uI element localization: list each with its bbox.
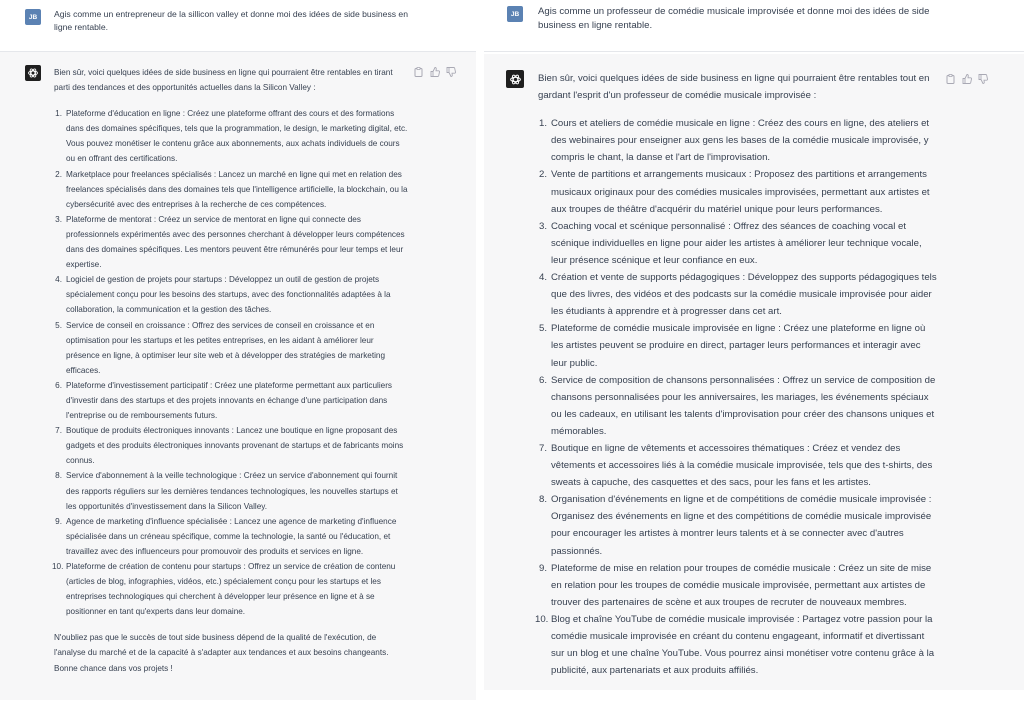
right-assistant-message xyxy=(484,54,1024,690)
list-item xyxy=(535,611,938,679)
left-user-message xyxy=(0,0,476,52)
clipboard-icon[interactable] xyxy=(945,73,956,84)
list-text: Plateforme de création de contenu pour startups : Offrez un service de création de contenu (articles de blog, infographies, vidéos, etc.) spécialement conçu pour les startups et les entreprises technologiques qui cherchent à développer leur présence en ligne et à se positionner en tant qu'experts dans leur domaine. xyxy=(66,562,396,617)
list-text: Plateforme d'investissement participatif : Créez une plateforme permettant aux particuliers d'investir dans des startups et des projets innovants en échange d'une participation dans l'entreprise ou de remboursements futurs. xyxy=(66,380,393,421)
right-answer-intro: Bien sûr, voici quelques idées de side business en ligne qui pourraient être rentables tout en gardant l'esprit d'un professeur de comédie musicale improvisée : xyxy=(538,73,930,102)
right-user-prompt: Agis comme un professeur de comédie musicale improvisée et donne moi des idées de side business en ligne rentable. xyxy=(538,6,930,32)
openai-logo-icon xyxy=(25,65,41,81)
thumbs-up-icon[interactable] xyxy=(961,73,972,84)
right-answer xyxy=(535,70,938,679)
list-number: 9. xyxy=(55,516,62,526)
right-user-message xyxy=(484,0,1024,52)
list-item xyxy=(538,269,938,320)
list-number: 4. xyxy=(538,272,547,284)
list-text: Coaching vocal et scénique personnalisé : Offrez des séances de coaching vocal et scénique individuelles en ligne pour aider les artistes à améliorer leur technique vocale, leur présence scénique et leur confiance en eux. xyxy=(551,220,922,266)
left-user-prompt: Agis comme un entrepreneur de la sillicon valley et donne moi des idées de side business en ligne rentable. xyxy=(54,9,408,32)
list-text: Service de composition de chansons personnalisées : Offrez un service de composition de chansons personnalisées pour les anniversaires, les mariages, les événements spéciaux ou les cadeaux, en utilisant les talents d'improvisation pour créer des chansons uniques et mémorables. xyxy=(551,374,936,437)
clipboard-icon[interactable] xyxy=(413,66,424,77)
right-message-actions xyxy=(945,73,988,84)
openai-logo-icon xyxy=(506,70,524,88)
list-number: 3. xyxy=(538,220,547,232)
list-text: Vente de partitions et arrangements musicaux : Proposez des partitions et arrangements musicaux originaux pour des comédies musicales improvisées, permettant aux artistes et aux troupes de théâtre d'acquérir du matériel unique pour leurs performances. xyxy=(551,169,930,215)
list-text: Création et vente de supports pédagogiques : Développez des supports pédagogiques tels que des livres, des vidéos et des podcasts sur la comédie musicale improvisée pour aider les étudiants à apprendre et à progresser dans cet art. xyxy=(551,272,937,318)
list-text: Boutique de produits électroniques innovants : Lancez une boutique en ligne proposant des gadgets et des produits électroniques innovants provenant de startups et de fabricants moins connus. xyxy=(66,426,404,466)
list-number: 2. xyxy=(538,169,547,181)
list-item xyxy=(55,212,408,272)
list-item xyxy=(55,106,408,166)
list-text: Service de conseil en croissance : Offrez des services de conseil en croissance et en optimisation pour les startups et les petites entreprises, en les aidant à améliorer leur présence en ligne, à optimiser leur site web et à développer des stratégies de marketing efficaces. xyxy=(66,320,386,375)
thumbs-down-icon[interactable] xyxy=(977,73,988,84)
left-answer xyxy=(54,65,408,676)
list-number: 3. xyxy=(55,214,62,224)
list-number: 1. xyxy=(55,109,62,119)
list-item xyxy=(538,440,938,491)
left-message-actions xyxy=(413,66,456,77)
list-text: Plateforme de comédie musicale improvisée en ligne : Créez une plateforme en ligne où les artistes peuvent se produire en direct, partager leurs performances et interagir avec leur public. xyxy=(551,323,926,369)
list-number: 1. xyxy=(538,118,547,130)
list-item xyxy=(55,378,408,423)
list-number: 9. xyxy=(538,562,547,574)
right-conversation xyxy=(484,0,1024,690)
list-item xyxy=(538,320,938,371)
list-text: Plateforme de mise en relation pour troupes de comédie musicale : Créez un site de mise en relation pour les troupes de comédie musicale improvisée, permettant aux artistes de trouver des partenaires de scène et aux troupes de recruter de nouveaux membres. xyxy=(551,562,932,608)
list-number: 8. xyxy=(55,471,62,481)
list-text: Cours et ateliers de comédie musicale en ligne : Créez des cours en ligne, des ateliers et des webinaires pour enseigner aux gens les bases de la comédie musicale improvisée, y compris le chant, la danse et l'art de l'improvisation. xyxy=(551,118,930,164)
list-item xyxy=(538,372,938,440)
list-number: 10. xyxy=(535,613,549,625)
openai-logo-icon-svg xyxy=(27,67,39,79)
list-text: Marketplace pour freelances spécialisés : Lancez un marché en ligne qui met en relation des freelances spécialisés dans des domaines tels que l'intelligence artificielle, la blockchain, ou la cybersécurité avec des entreprises à la recherche de ces compétences. xyxy=(66,169,408,209)
user-avatar: JB xyxy=(25,9,41,25)
list-text: Agence de marketing d'influence spécialisée : Lancez une agence de marketing d'influence spécialisée dans un créneau spécifique, comme la technologie, la santé ou l'éducation, et travaillez avec des influenceurs pour promouvoir des produits et services en ligne. xyxy=(66,516,397,556)
left-answer-intro: Bien sûr, voici quelques idées de side business en ligne qui pourraient être rentables en tirant parti des tendances et des opportunités actuelles dans la Silicon Valley : xyxy=(54,68,393,93)
left-conversation xyxy=(0,0,476,710)
left-idea-list xyxy=(54,106,408,619)
list-item xyxy=(55,514,408,559)
list-item xyxy=(538,491,938,559)
list-item xyxy=(55,318,408,378)
list-item xyxy=(55,423,408,468)
list-number: 5. xyxy=(538,323,547,335)
list-item xyxy=(538,218,938,269)
list-item xyxy=(55,167,408,212)
right-idea-list xyxy=(535,115,938,679)
list-item xyxy=(538,115,938,166)
list-number: 7. xyxy=(55,426,62,436)
user-avatar: JB xyxy=(507,6,523,22)
list-number: 6. xyxy=(55,380,62,390)
thumbs-up-icon[interactable] xyxy=(429,66,440,77)
thumbs-down-icon[interactable] xyxy=(445,66,456,77)
list-item xyxy=(55,468,408,513)
list-text: Boutique en ligne de vêtements et accessoires thématiques : Créez et vendez des vêtements et accessoires liés à la comédie musicale improvisée, tels que des t-shirts, des sweats à capuche, des casquettes et des sacs, pour les fans et les artistes. xyxy=(551,442,933,489)
list-number: 6. xyxy=(538,374,547,386)
list-number: 2. xyxy=(55,169,62,179)
list-item xyxy=(538,560,938,611)
list-number: 8. xyxy=(538,494,547,506)
list-text: Logiciel de gestion de projets pour startups : Développez un outil de gestion de projets spécialement conçu pour les besoins des startups, avec des fonctionnalités adaptées à la collaboration, la communication et la gestion des tâches. xyxy=(66,275,391,315)
list-number: 10. xyxy=(52,562,64,571)
list-item xyxy=(55,272,408,317)
list-number: 5. xyxy=(55,320,62,330)
list-text: Organisation d'événements en ligne et de compétitions de comédie musicale improvisée : Organisez des événements en ligne et des compétitions de comédie musicale improvisée pour encourager les artistes à montrer leurs talents et à se connecter avec d'autres passionnés. xyxy=(551,494,932,557)
list-number: 7. xyxy=(538,442,547,454)
list-item xyxy=(538,166,938,217)
left-answer-outro: N'oubliez pas que le succès de tout side business dépend de la qualité de l'exécution, de l'analyse du marché et de la capacité à s'adapter aux tendances et aux besoins changeants. Bonne chance dans vos projets ! xyxy=(54,633,389,673)
list-number: 4. xyxy=(55,275,62,285)
left-assistant-message xyxy=(0,52,476,700)
list-text: Plateforme de mentorat : Créez un service de mentorat en ligne qui connecte des professionnels expérimentés avec des personnes cherchant à développer leurs compétences dans des domaines spécifiques. Les mentors peuvent être rémunérés pour leur temps et leur expertise. xyxy=(66,214,405,270)
list-text: Service d'abonnement à la veille technologique : Créez un service d'abonnement qui fournit des rapports réguliers sur les dernières tendances technologiques, les nouvelles startups et les opportunités d'investissement dans la Silicon Valley. xyxy=(66,471,398,511)
openai-logo-icon-svg xyxy=(509,73,522,86)
list-item xyxy=(52,559,408,619)
list-text: Blog et chaîne YouTube de comédie musicale improvisée : Partagez votre passion pour la comédie musicale improvisée en créant du contenu engageant, informatif et divertissant sur un blog et une chaîne YouTube. Vous pourrez ainsi monétiser votre contenu grâce à la publicité, aux partenariats et aux produits affiliés. xyxy=(551,613,935,677)
list-text: Plateforme d'éducation en ligne : Créez une plateforme offrant des cours et des formations dans des domaines spécifiques, tels que la programmation, le design, le marketing digital, etc. Vous pouvez monétiser le contenu grâce aux abonnements, aux achats individuels de cours ou en offrant des certifications. xyxy=(66,109,408,164)
